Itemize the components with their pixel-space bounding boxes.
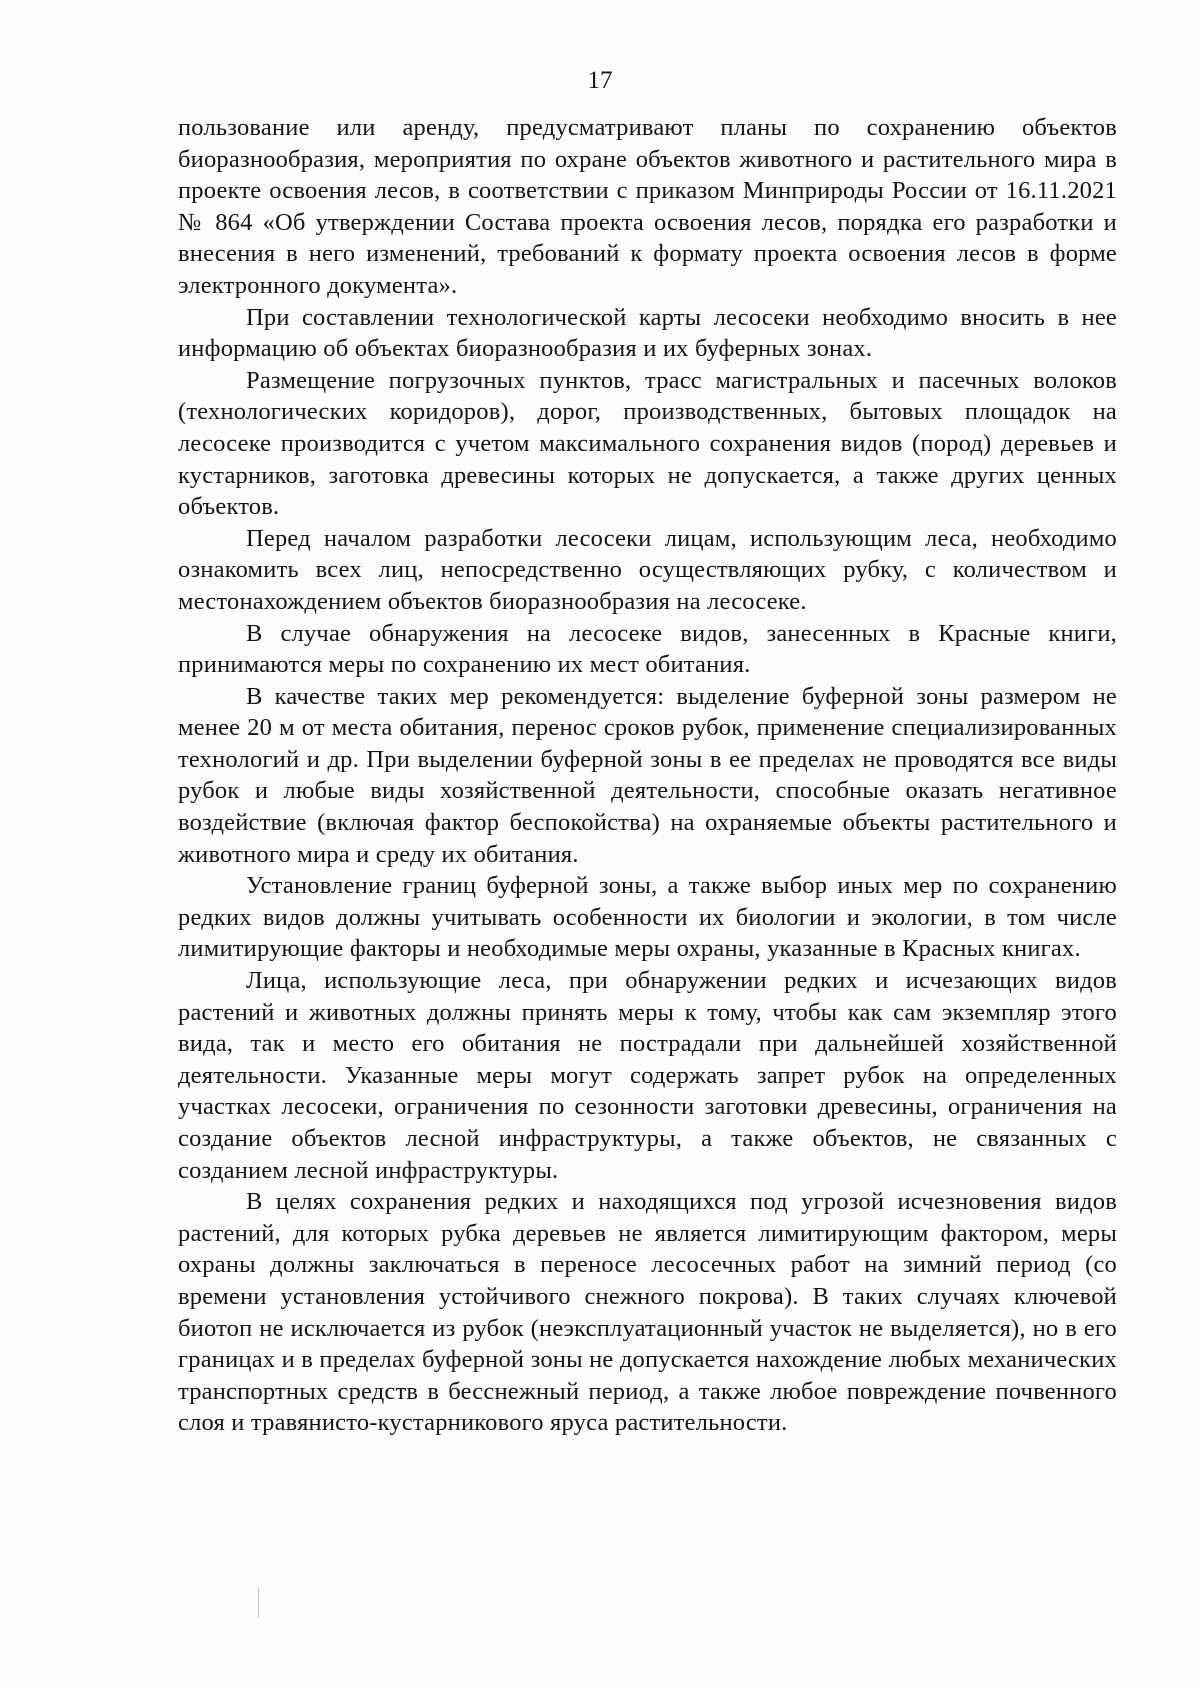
paragraph: В целях сохранения редких и находящихся под угрозой исчезновения видов растений, для которых рубка деревьев не является лимитирующим фактором, меры охраны должны заключаться в переносе лесосечных работ на зимний период (со времени установления устойчивого снежного покрова). В таких случаях ключевой биотоп не исключается из рубок (неэксплуатационный участок не выделяется), но в его границах и в пределах буферной зоны не допускается нахождение любых механических транспортных средств в бесснежный период, а также любое повреждение почвенного слоя и травянисто-кустарникового яруса растительности. (178, 1188, 1117, 1437)
scan-artifact (258, 1588, 259, 1618)
paragraph: При составлении технологической карты лесосеки необходимо вносить в нее информацию об объектах биоразнообразия и их буферных зонах. (178, 303, 1117, 363)
document-body (178, 112, 1117, 1439)
page-number: 17 (587, 67, 613, 94)
paragraph: Лица, использующие леса, при обнаружении редких и исчезающих видов растений и животных должны принять меры к тому, чтобы как сам экземпляр этого вида, так и место его обитания не пострадали при дальнейшей хозяйственной деятельности. Указанные меры могут содержать запрет рубок на определенных участках лесосеки, ограничения по сезонности заготовки древесины, ограничения на создание объектов лесной инфраструктуры, а также объектов, не связанных с созданием лесной инфраструктуры. (178, 967, 1117, 1184)
paragraph: В качестве таких мер рекомендуется: выделение буферной зоны размером не менее 20 м от места обитания, перенос сроков рубок, применение специализированных технологий и др. При выделении буферной зоны в ее пределах не проводятся все виды рубок и любые виды хозяйственной деятельности, способные оказать негативное воздействие (включая фактор беспокойства) на охраняемые объекты растительного и животного мира и среду их обитания. (178, 682, 1117, 868)
paragraph: Перед началом разработки лесосеки лицам, использующим леса, необходимо ознакомить всех лиц, непосредственно осуществляющих рубку, с количеством и местонахождением объектов биоразнообразия на лесосеке. (178, 524, 1117, 615)
paragraph: Размещение погрузочных пунктов, трасс магистральных и пасечных волоков (технологических коридоров), дорог, производственных, бытовых площадок на лесосеке производится с учетом максимального сохранения видов (пород) деревьев и кустарников, заготовка древесины которых не допускается, а также других ценных объектов. (178, 366, 1117, 521)
paragraph: Установление границ буферной зоны, а также выбор иных мер по сохранению редких видов должны учитывать особенности их биологии и экологии, в том числе лимитирующие факторы и необходимые меры охраны, указанные в Красных книгах. (178, 872, 1117, 963)
paragraph: В случае обнаружения на лесосеке видов, занесенных в Красные книги, принимаются меры по сохранению их мест обитания. (178, 619, 1117, 679)
paragraph-continuation: пользование или аренду, предусматривают планы по сохранению объектов биоразнообразия, мероприятия по охране объектов животного и растительного мира в проекте освоения лесов, в соответствии с приказом Минприроды России от 16.11.2021 № 864 «Об утверждении Состава проекта освоения лесов, порядка его разработки и внесения в него изменений, требований к формату проекта освоения лесов в форме электронного документа». (178, 114, 1117, 299)
